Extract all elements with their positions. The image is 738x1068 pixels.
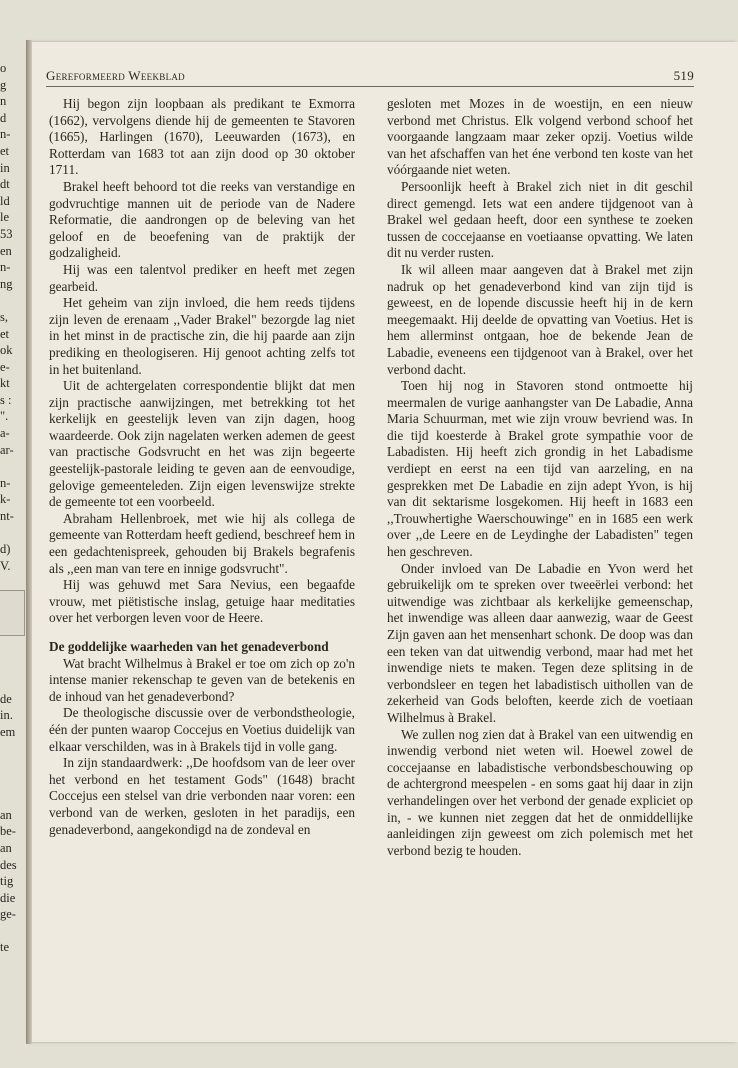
paragraph: Wat bracht Wilhelmus à Brakel er toe om zich op zo'n intense manier rekenschap te geven van de betekenis en de inhoud van het genadeverbond? [49, 655, 355, 704]
section-heading: De goddelijke waarheden van het genadeverbond [49, 639, 329, 654]
previous-page-text-fragment: o [0, 61, 7, 75]
paragraph: Uit de achtergelaten correspondentie blijkt dat men zijn practische aanwijzingen, met betrekking tot het kerkelijk en geestelijk leven van zijn dagen, hoog waardeerde. Ook zijn nagelaten werken ademen de geest van practische Godsvrucht en het was zijn begeerte geestelijk-pastorale leiding te geven aan de eenvoudige, gelovige gemeenteleden. Zijn eigen levenswijze strekte de gemeente tot een voorbeeld. [49, 378, 355, 510]
previous-page-text-fragment: n- [0, 127, 11, 142]
previous-page-text-fragment: an [0, 840, 12, 855]
previous-page-text-fragment: k- [0, 492, 11, 507]
fragment-gap [0, 740, 26, 757]
fragment-gap [0, 574, 26, 591]
paragraph: Persoonlijk heeft à Brakel zich niet in dit geschil direct gemengd. Iets wat een andere tijdgenoot van à Brakel wel gedaan heeft, door een synthese te zoeken tussen de coccejaanse en voetiaanse opvatting. We laten dit nu verder rusten. [387, 178, 693, 261]
previous-page-text-fragment: te [0, 940, 10, 955]
fragment-gap [0, 458, 26, 475]
previous-page-text-fragment: in [0, 160, 10, 175]
previous-page-text-fragment: an [0, 807, 12, 822]
previous-page-text-fragment: n- [0, 475, 11, 490]
previous-page-text-fragment: d [0, 110, 7, 125]
paragraph: Brakel heeft behoord tot die reeks van verstandige en godvruchtige mannen uit de periode van de Nadere Reformatie, die aandrongen op de beleving van het geloof en de beoefening van de praktijk der godzaligheid. [49, 178, 355, 261]
paragraph: Hij begon zijn loopbaan als predikant te Exmorra (1662), vervolgens diende hij de gemeenten te Stavoren (1665), Harlingen (1670), Leeuwarden (1673), en Rotterdam van 1683 tot aan zijn dood op 30 oktober 1711. [49, 96, 355, 178]
paragraph: Het geheim van zijn invloed, die hem reeds tijdens zijn leven de erenaam ,,Vader Brakel" bezorgde lag niet in het minst in de practische zin, die hij paarde aan zijn prediking en theologiseren. Hij genoot achting zelfs tot in het buitenland. [49, 295, 355, 377]
previous-page-text-fragment: tig [0, 874, 14, 889]
previous-page-text-fragment: des [0, 857, 17, 872]
journal-title: Gereformeerd Weekblad [46, 68, 185, 83]
paragraph: In zijn standaardwerk: ,,De hoofdsom van de leer over het verbond en het testament Gods" (1648) bracht Coccejus een stelsel van drie verbonden naar voren: een verbond van de werken, gesloten in het paradijs, een genadeverbond, aangekondigd na de zondeval en [49, 755, 355, 837]
fragment-gap [0, 674, 26, 691]
previous-page-text-fragment: ar- [0, 442, 14, 457]
previous-page-text-fragment: ld [0, 193, 10, 208]
previous-page-text-fragment: n [0, 94, 7, 109]
fragment-gap [0, 641, 26, 658]
paragraph: Ik wil alleen maar aangeven dat à Brakel met zijn nadruk op het genadeverbond kind van zijn tijd is geweest, en de lopende discussie heeft hij in de kern meegemaakt. Hij deelde de opvatting van Voetius. Het is hem allerminst ontgaan, hoe de bekende Jean de Labadie, eveneens een tijdgenoot van à Brakel, over het verbond dacht. [387, 261, 693, 377]
previous-page-text-fragment: n- [0, 260, 11, 275]
previous-page-text-fragment: ". [0, 409, 9, 424]
previous-page-edge [0, 60, 26, 1000]
previous-page-text-fragment: die [0, 890, 16, 905]
fragment-gap [0, 923, 26, 940]
previous-page-text-fragment: d) [0, 542, 11, 557]
right-column [387, 96, 693, 859]
paragraph: We zullen nog zien dat à Brakel van een uitwendig en inwendig verbond niet weten wil. Hoewel zowel de coccejaanse en labadistische verbondsbeschouwing op de achtergrond meespelen - en soms gaat hij daar in zijn verhandelingen over het verbond der genade expliciet op in, - we kunnen niet zeggen dat het de onmiddellijke aanleidingen zijn geweest om zich polemisch met het verbond bezig te houden. [387, 726, 693, 858]
previous-page-text-fragment: g [0, 77, 7, 92]
fragment-gap [0, 525, 26, 542]
fragment-gap [0, 790, 26, 807]
page-number: 519 [673, 68, 694, 83]
previous-page-text-fragment: kt [0, 376, 10, 391]
paragraph-continuation: gesloten met Mozes in de woestijn, en een nieuw verbond met Christus. Elk volgend verbond schoof het voorgaande langzaam maar zeker opzij. Voetius wilde van het afschaffen van het éne verbond ten koste van het vóórgaande niet weten. [387, 96, 693, 178]
fragment-gap [0, 292, 26, 309]
paragraph: Abraham Hellenbroek, met wie hij als collega de gemeente van Rotterdam heeft gediend, beschreef hem in een gedachtenispreek, gehouden bij Brakels begrafenis als ,,een man van tere en innige godsvrucht". [49, 510, 355, 576]
previous-page-box-fragment [0, 590, 25, 636]
left-column [49, 96, 355, 838]
previous-page-text-fragment: ok [0, 343, 13, 358]
paragraph: De theologische discussie over de verbondstheologie, één der punten waarop Coccejus en Voetius duidelijk van elkaar verschilden, was in à Brakels tijd in volle gang. [49, 705, 355, 754]
previous-page-text-fragment: em [0, 724, 16, 739]
previous-page-text-fragment: nt- [0, 509, 14, 524]
previous-page-text-fragment: de [0, 691, 12, 706]
paragraph: Hij was een talentvol prediker en heeft met zegen gearbeid. [49, 261, 355, 294]
previous-page-text-fragment: ng [0, 276, 13, 291]
previous-page-text-fragment: ge- [0, 907, 16, 922]
paragraph: Onder invloed van De Labadie en Yvon werd het gebruikelijk om te spreken over tweeërlei verbond: het uitwendige was zichtbaar als kerkelijke gemeenschap, het inwendige was alleen daar aanwezig, waar de Geest Zijn gaven aan het mensenhart schonk. De doop was dan een teken van dat uitwendig verbond, maar had met het inwendige niets te maken. Tegen deze splitsing in de verbondsleer en tegen het labadistisch uithollen van de zekerheid van Gods beloften, keerde zich de voetiaan Wilhelmus à Brakel. [387, 560, 693, 725]
running-header [46, 66, 694, 87]
previous-page-text-fragment: et [0, 326, 10, 341]
previous-page-text-fragment: en [0, 243, 12, 258]
previous-page-text-fragment: e- [0, 359, 10, 374]
previous-page-text-fragment: et [0, 143, 10, 158]
fragment-gap [0, 757, 26, 774]
paragraph: Toen hij nog in Stavoren stond ontmoette hij meermalen de vurige aanhangster van De Labadie, Anna Maria Schuurman, met wie zijn vrouw bevriend was. In die tijd koesterde à Brakel grote sympathie voor de Labadisten. Hij heeft zich grondig in het Labadisme verdiept en eerst na een tijd van aarzeling, en na gesprekken met De Labadie en zijn adept Yvon, is hij van dit sektarisme losgekomen. Hij heeft in 1683 een ,,Trouwhertighe Waerschouwinge" en in 1685 een werk over ,,de Leere en de Leydinghe der Labadisten" tegen hen geschreven. [387, 378, 693, 560]
fragment-gap [0, 774, 26, 791]
previous-page-text-fragment: 53 [0, 226, 13, 241]
previous-page-text-fragment: be- [0, 824, 16, 839]
previous-page-text-fragment: in. [0, 708, 13, 723]
previous-page-text-fragment: le [0, 210, 10, 225]
previous-page-text-fragment: a- [0, 426, 10, 441]
previous-page-text-fragment: V. [0, 558, 11, 573]
previous-page-text-fragment: dt [0, 177, 10, 192]
paragraph: Hij was gehuwd met Sara Nevius, een begaafde vrouw, met piëtistische inslag, getuige haar meditaties over het verborgen leven voor de Heere. [49, 577, 355, 626]
previous-page-text-fragment: s, [0, 309, 8, 324]
book-spine-shadow [26, 40, 32, 1044]
fragment-gap [0, 657, 26, 674]
previous-page-text-fragment: s : [0, 392, 12, 407]
